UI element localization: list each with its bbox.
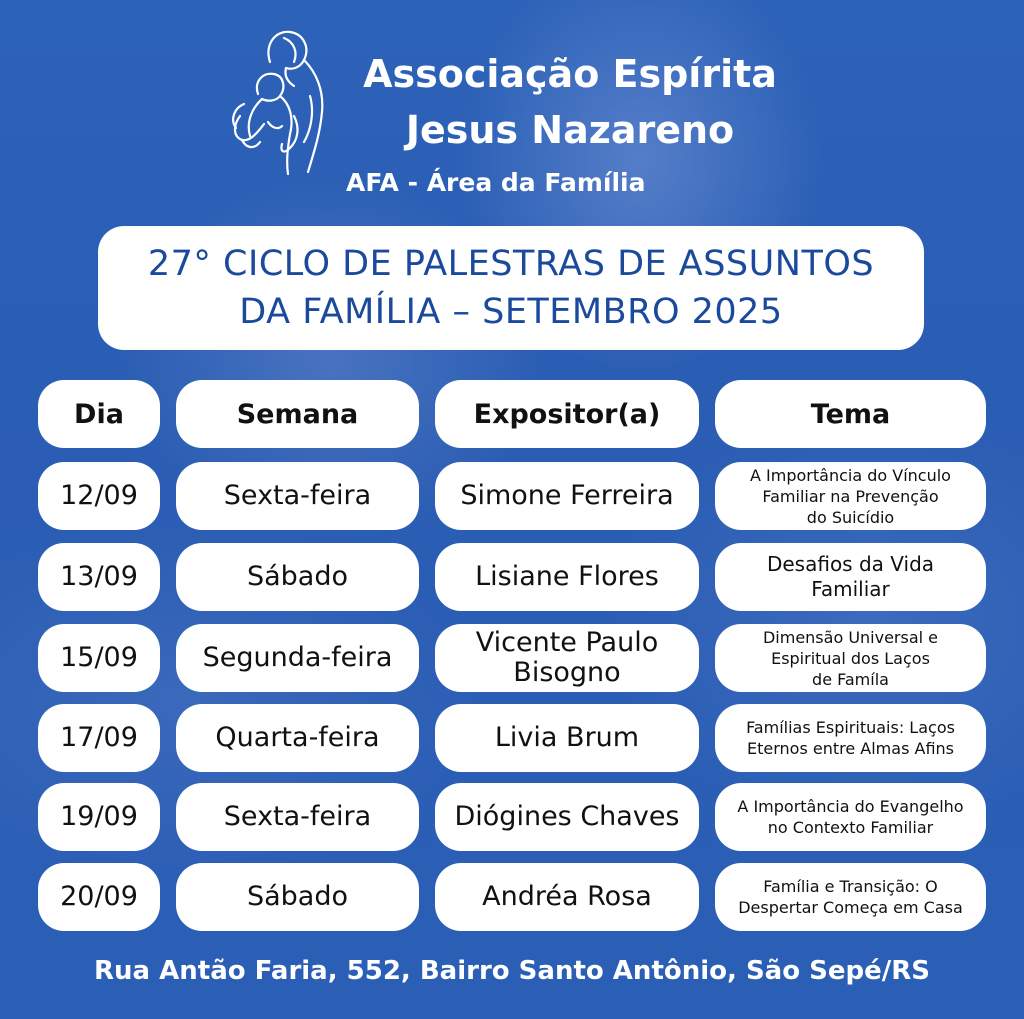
tema-line: no Contexto Familiar	[767, 818, 934, 837]
row-4-tema	[715, 704, 986, 772]
expositor-line: Livia Brum	[494, 722, 640, 753]
column-header-tema: Tema	[715, 380, 986, 448]
row-3-semana: Segunda-feira	[176, 624, 419, 692]
expositor-line: Bisogno	[513, 657, 621, 688]
org-name-line1: Associação Espírita	[363, 52, 777, 96]
event-title-line1: 27° CICLO DE PALESTRAS DE ASSUNTOS	[147, 244, 875, 284]
row-1-expositor	[435, 462, 699, 530]
row-6-semana: Sábado	[176, 863, 419, 931]
tema-line: Eternos entre Almas Afins	[747, 739, 954, 758]
row-6-tema	[715, 863, 986, 931]
event-title-line2: DA FAMÍLIA – SETEMBRO 2025	[239, 292, 783, 332]
event-title-box	[98, 226, 924, 350]
tema-line: A Importância do Evangelho	[737, 797, 964, 816]
expositor-line: Diógines Chaves	[454, 801, 680, 832]
family-line-art-icon	[224, 24, 336, 180]
row-6-expositor	[435, 863, 699, 931]
row-4-dia: 17/09	[38, 704, 160, 772]
tema-line: Família e Transição: O	[763, 877, 938, 896]
tema-line: Dimensão Universal e	[762, 627, 939, 647]
row-3-expositor	[435, 624, 699, 692]
row-5-tema	[715, 783, 986, 851]
tema-line: Desafios da Vida	[766, 552, 935, 576]
row-2-dia: 13/09	[38, 543, 160, 611]
row-2-semana: Sábado	[176, 543, 419, 611]
area-subtitle: AFA - Área da Família	[346, 168, 646, 197]
address-footer: Rua Antão Faria, 552, Bairro Santo Antônio, São Sepé/RS	[94, 956, 930, 986]
expositor-line: Simone Ferreira	[460, 480, 674, 511]
row-4-expositor	[435, 704, 699, 772]
row-4-semana: Quarta-feira	[176, 704, 419, 772]
expositor-line: Andréa Rosa	[482, 881, 652, 912]
row-6-dia: 20/09	[38, 863, 160, 931]
row-5-semana: Sexta-feira	[176, 783, 419, 851]
tema-line: de Famíla	[812, 669, 889, 689]
expositor-line: Lisiane Flores	[475, 561, 659, 592]
row-1-dia: 12/09	[38, 462, 160, 530]
row-3-dia: 15/09	[38, 624, 160, 692]
org-name-line2: Jesus Nazareno	[405, 108, 735, 152]
tema-line: Famílias Espirituais: Laços	[746, 718, 955, 737]
row-5-expositor	[435, 783, 699, 851]
row-1-semana: Sexta-feira	[176, 462, 419, 530]
column-header-expositor: Expositor(a)	[435, 380, 699, 448]
row-2-expositor	[435, 543, 699, 611]
row-1-tema	[715, 462, 986, 530]
tema-line: do Suicídio	[806, 507, 895, 527]
row-2-tema	[715, 543, 986, 611]
tema-line: Familiar na Prevenção	[762, 486, 939, 506]
tema-line: Espiritual dos Laços	[771, 648, 930, 668]
tema-line: Familiar	[811, 577, 890, 601]
column-header-semana: Semana	[176, 380, 419, 448]
expositor-line: Vicente Paulo	[475, 627, 659, 658]
tema-line: Despertar Começa em Casa	[738, 898, 963, 917]
tema-line: A Importância do Vínculo	[750, 465, 951, 485]
row-3-tema	[715, 624, 986, 692]
column-header-dia: Dia	[38, 380, 160, 448]
row-5-dia: 19/09	[38, 783, 160, 851]
